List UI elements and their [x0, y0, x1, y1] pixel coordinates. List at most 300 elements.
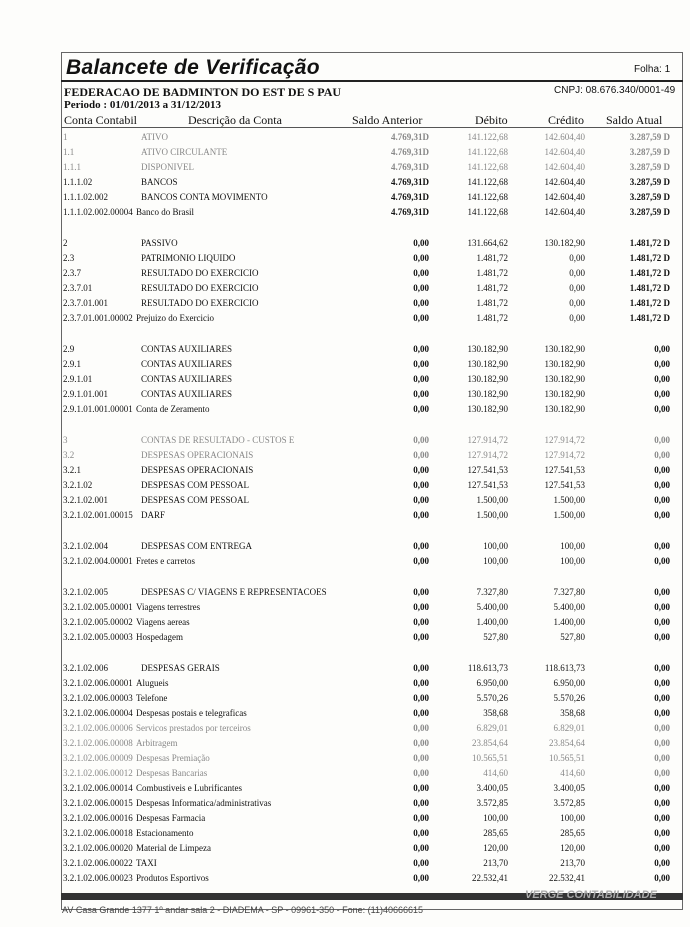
account-description: DESPESAS COM PESSOAL — [141, 480, 250, 490]
saldo-atual: 0,00 — [654, 495, 670, 505]
account-description: Telefone — [136, 693, 168, 703]
table-row — [0, 236, 690, 250]
account-code: 3.2.1.02.006.00004 — [63, 708, 133, 718]
account-description: Servicos prestados por terceiros — [136, 723, 251, 733]
saldo-anterior: 0,00 — [413, 708, 429, 718]
saldo-anterior: 0,00 — [413, 843, 429, 853]
debito: 130.182,90 — [467, 389, 508, 399]
credito: 100,00 — [560, 556, 585, 566]
table-row — [0, 706, 690, 720]
credito: 414,60 — [560, 768, 585, 778]
saldo-atual: 0,00 — [654, 450, 670, 460]
table-row — [0, 251, 690, 265]
debito: 1.481,72 — [476, 253, 508, 263]
table-row — [0, 387, 690, 401]
saldo-atual: 0,00 — [654, 738, 670, 748]
account-code: 3 — [63, 435, 68, 445]
credito: 100,00 — [560, 541, 585, 551]
table-row — [0, 630, 690, 644]
saldo-atual: 1.481,72 D — [629, 313, 670, 323]
saldo-anterior: 0,00 — [413, 828, 429, 838]
account-description: Viagens aereas — [136, 617, 190, 627]
account-description: DESPESAS OPERACIONAIS — [141, 450, 254, 460]
account-code: 3.2.1.02.006.00003 — [63, 693, 133, 703]
account-code: 2 — [63, 238, 68, 248]
account-code: 3.2.1.02.006.00022 — [63, 858, 133, 868]
account-description: ATIVO CIRCULANTE — [141, 147, 228, 157]
account-code: 3.2.1.02.005 — [63, 587, 108, 597]
col-header-conta: Conta Contabil — [64, 113, 137, 127]
table-row — [0, 585, 690, 599]
debito: 7.327,80 — [476, 587, 508, 597]
saldo-anterior: 0,00 — [413, 283, 429, 293]
saldo-anterior: 0,00 — [413, 510, 429, 520]
saldo-atual: 3.287,59 D — [629, 147, 670, 157]
account-code: 1 — [63, 132, 68, 142]
saldo-anterior: 0,00 — [413, 404, 429, 414]
debito: 130.182,90 — [467, 344, 508, 354]
saldo-atual: 3.287,59 D — [629, 192, 670, 202]
saldo-anterior: 0,00 — [413, 873, 429, 883]
saldo-atual: 0,00 — [654, 693, 670, 703]
saldo-atual: 0,00 — [654, 753, 670, 763]
credito: 213,70 — [560, 858, 585, 868]
account-description: Arbitragem — [136, 738, 178, 748]
account-description: Banco do Brasil — [136, 207, 194, 217]
account-code: 2.9.1 — [63, 359, 81, 369]
account-description: Hospedagem — [136, 632, 183, 642]
saldo-anterior: 0,00 — [413, 480, 429, 490]
account-code: 2.3.7.01.001.00002 — [63, 313, 133, 323]
credito: 358,68 — [560, 708, 585, 718]
table-row — [0, 281, 690, 295]
report-period: Periodo : 01/01/2013 a 31/12/2013 — [64, 99, 222, 111]
account-code: 2.3 — [63, 253, 75, 263]
account-code: 3.2.1.02.006.00018 — [63, 828, 133, 838]
credito: 1.400,00 — [553, 617, 585, 627]
table-row — [0, 661, 690, 675]
account-description: CONTAS AUXILIARES — [141, 344, 233, 354]
credito: 142.604,40 — [544, 162, 585, 172]
table-row — [0, 508, 690, 522]
table-row — [0, 539, 690, 553]
table-row — [0, 190, 690, 204]
debito: 127.914,72 — [467, 450, 508, 460]
debito: 141.122,68 — [467, 177, 508, 187]
credito: 142.604,40 — [544, 207, 585, 217]
saldo-atual: 0,00 — [654, 768, 670, 778]
account-code: 3.2.1.02.006.00020 — [63, 843, 133, 853]
debito: 130.182,90 — [467, 374, 508, 384]
account-code: 2.3.7.01 — [63, 283, 93, 293]
debito: 23.854,64 — [472, 738, 508, 748]
debito: 414,60 — [483, 768, 508, 778]
saldo-anterior: 4.769,31D — [391, 147, 429, 157]
saldo-anterior: 0,00 — [413, 374, 429, 384]
account-code: 3.2.1.02.004.00001 — [63, 556, 133, 566]
saldo-atual: 0,00 — [654, 541, 670, 551]
saldo-anterior: 0,00 — [413, 617, 429, 627]
account-description: BANCOS CONTA MOVIMENTO — [141, 192, 268, 202]
debito: 1.500,00 — [476, 510, 508, 520]
table-row — [0, 721, 690, 735]
account-description: DESPESAS OPERACIONAIS — [141, 465, 254, 475]
account-code: 3.2.1.02.006.00016 — [63, 813, 133, 823]
account-code: 3.2.1.02.005.00003 — [63, 632, 133, 642]
table-row — [0, 372, 690, 386]
saldo-anterior: 0,00 — [413, 268, 429, 278]
cnpj: CNPJ: 08.676.340/0001-49 — [554, 85, 676, 96]
account-code: 3.2.1.02.004 — [63, 541, 108, 551]
saldo-anterior: 0,00 — [413, 541, 429, 551]
credito: 142.604,40 — [544, 147, 585, 157]
credito: 127.914,72 — [544, 450, 585, 460]
table-row — [0, 160, 690, 174]
credito: 3.400,05 — [553, 783, 585, 793]
saldo-atual: 0,00 — [654, 435, 670, 445]
saldo-anterior: 0,00 — [413, 556, 429, 566]
debito: 130.182,90 — [467, 404, 508, 414]
credito: 0,00 — [569, 283, 585, 293]
account-description: DESPESAS GERAIS — [141, 663, 220, 673]
saldo-atual: 0,00 — [654, 828, 670, 838]
saldo-anterior: 0,00 — [413, 435, 429, 445]
account-code: 2.3.7 — [63, 268, 81, 278]
credito: 127.541,53 — [544, 465, 585, 475]
header-divider — [61, 127, 683, 128]
account-description: RESULTADO DO EXERCICIO — [141, 298, 259, 308]
account-code: 1.1.1 — [63, 162, 81, 172]
account-code: 3.2.1.02.006 — [63, 663, 108, 673]
account-code: 1.1 — [63, 147, 75, 157]
table-row — [0, 554, 690, 568]
debito: 5.400,00 — [476, 602, 508, 612]
saldo-atual: 0,00 — [654, 344, 670, 354]
saldo-atual: 0,00 — [654, 798, 670, 808]
report-title: Balancete de Verificação — [66, 56, 320, 79]
debito: 6.829,01 — [476, 723, 508, 733]
table-row — [0, 871, 690, 885]
col-header-saldo-atual: Saldo Atual — [606, 113, 663, 127]
account-description: Produtos Esportivos — [136, 873, 209, 883]
credito: 0,00 — [569, 253, 585, 263]
account-code: 3.2.1.02.006.00006 — [63, 723, 133, 733]
table-row — [0, 493, 690, 507]
saldo-anterior: 0,00 — [413, 678, 429, 688]
saldo-atual: 1.481,72 D — [629, 238, 670, 248]
account-code: 2.9.1.01 — [63, 374, 93, 384]
saldo-anterior: 4.769,31D — [391, 162, 429, 172]
debito: 1.481,72 — [476, 268, 508, 278]
saldo-atual: 0,00 — [654, 374, 670, 384]
table-row — [0, 311, 690, 325]
table-row — [0, 841, 690, 855]
saldo-anterior: 0,00 — [413, 813, 429, 823]
credito: 118.613,73 — [544, 663, 585, 673]
saldo-atual: 0,00 — [654, 708, 670, 718]
credito: 527,80 — [560, 632, 585, 642]
account-description: Despesas Bancarias — [136, 768, 208, 778]
account-code: 3.2.1.02.006.00001 — [63, 678, 133, 688]
table-row — [0, 781, 690, 795]
saldo-anterior: 0,00 — [413, 313, 429, 323]
credito: 285,65 — [560, 828, 585, 838]
saldo-atual: 0,00 — [654, 617, 670, 627]
debito: 100,00 — [483, 556, 508, 566]
debito: 3.572,85 — [476, 798, 508, 808]
saldo-anterior: 0,00 — [413, 632, 429, 642]
saldo-anterior: 0,00 — [413, 359, 429, 369]
account-description: RESULTADO DO EXERCICIO — [141, 283, 259, 293]
table-row — [0, 357, 690, 371]
account-description: DARF — [141, 510, 166, 520]
debito: 127.541,53 — [467, 465, 508, 475]
col-header-debito: Débito — [475, 113, 508, 127]
account-description: Despesas Informatica/administrativas — [136, 798, 272, 808]
table-row — [0, 811, 690, 825]
credito: 3.572,85 — [553, 798, 585, 808]
account-code: 1.1.1.02 — [63, 177, 93, 187]
page-number: Folha: 1 — [634, 64, 671, 75]
account-code: 3.2 — [63, 450, 75, 460]
debito: 6.950,00 — [476, 678, 508, 688]
account-description: DISPONIVEL — [141, 162, 194, 172]
account-code: 3.2.1 — [63, 465, 81, 475]
account-description: Despesas Farmacia — [136, 813, 206, 823]
debito: 1.400,00 — [476, 617, 508, 627]
saldo-atual: 0,00 — [654, 663, 670, 673]
saldo-atual: 0,00 — [654, 783, 670, 793]
account-code: 1.1.1.02.002 — [63, 192, 108, 202]
debito: 118.613,73 — [467, 663, 508, 673]
saldo-atual: 1.481,72 D — [629, 298, 670, 308]
account-code: 3.2.1.02 — [63, 480, 93, 490]
saldo-anterior: 0,00 — [413, 768, 429, 778]
debito: 1.500,00 — [476, 495, 508, 505]
debito: 141.122,68 — [467, 162, 508, 172]
saldo-anterior: 0,00 — [413, 783, 429, 793]
title-divider — [61, 80, 683, 82]
account-description: CONTAS AUXILIARES — [141, 374, 233, 384]
table-row — [0, 856, 690, 870]
credito: 120,00 — [560, 843, 585, 853]
table-row — [0, 751, 690, 765]
credito: 130.182,90 — [544, 359, 585, 369]
debito: 127.914,72 — [467, 435, 508, 445]
account-description: BANCOS — [141, 177, 178, 187]
footer-address: AV Casa Grande 1377 1º andar sala 2 - DIADEMA - SP - 09961-350 - Fone: (11)40666615 — [62, 905, 423, 915]
saldo-anterior: 0,00 — [413, 465, 429, 475]
account-description: TAXI — [136, 858, 157, 868]
saldo-atual: 0,00 — [654, 510, 670, 520]
debito: 213,70 — [483, 858, 508, 868]
account-code: 3.2.1.02.005.00001 — [63, 602, 133, 612]
saldo-anterior: 0,00 — [413, 450, 429, 460]
account-description: Alugueis — [136, 678, 169, 688]
saldo-atual: 0,00 — [654, 813, 670, 823]
saldo-atual: 0,00 — [654, 465, 670, 475]
credito: 22.532,41 — [549, 873, 585, 883]
table-row — [0, 130, 690, 144]
table-row — [0, 691, 690, 705]
saldo-atual: 1.481,72 D — [629, 283, 670, 293]
table-row — [0, 205, 690, 219]
credito: 142.604,40 — [544, 132, 585, 142]
credito: 130.182,90 — [544, 238, 585, 248]
saldo-anterior: 0,00 — [413, 663, 429, 673]
credito: 0,00 — [569, 313, 585, 323]
account-description: Combustiveis e Lubrificantes — [136, 783, 242, 793]
debito: 527,80 — [483, 632, 508, 642]
account-code: 2.9 — [63, 344, 75, 354]
table-row — [0, 175, 690, 189]
credito: 6.829,01 — [553, 723, 585, 733]
account-code: 3.2.1.02.006.00008 — [63, 738, 133, 748]
saldo-atual: 3.287,59 D — [629, 132, 670, 142]
credito: 127.914,72 — [544, 435, 585, 445]
account-code: 3.2.1.02.006.00009 — [63, 753, 133, 763]
saldo-anterior: 4.769,31D — [391, 132, 429, 142]
debito: 131.664,62 — [467, 238, 508, 248]
account-code: 2.9.1.01.001.00001 — [63, 404, 133, 414]
company-name: FEDERACAO DE BADMINTON DO EST DE S PAU — [64, 85, 342, 99]
account-code: 3.2.1.02.006.00015 — [63, 798, 133, 808]
credito: 6.950,00 — [553, 678, 585, 688]
account-description: PATRIMONIO LIQUIDO — [141, 253, 236, 263]
credito: 5.400,00 — [553, 602, 585, 612]
account-description: RESULTADO DO EXERCICIO — [141, 268, 259, 278]
account-code: 3.2.1.02.001.00015 — [63, 510, 133, 520]
saldo-anterior: 0,00 — [413, 587, 429, 597]
footer-brand: VERGE CONTABILIDADE — [525, 889, 657, 901]
saldo-anterior: 0,00 — [413, 798, 429, 808]
saldo-atual: 0,00 — [654, 389, 670, 399]
credito: 10.565,51 — [549, 753, 585, 763]
debito: 130.182,90 — [467, 359, 508, 369]
table-row — [0, 266, 690, 280]
debito: 141.122,68 — [467, 132, 508, 142]
credito: 142.604,40 — [544, 192, 585, 202]
saldo-atual: 0,00 — [654, 678, 670, 688]
debito: 3.400,05 — [476, 783, 508, 793]
credito: 142.604,40 — [544, 177, 585, 187]
credito: 130.182,90 — [544, 404, 585, 414]
account-description: Conta de Zeramento — [136, 404, 210, 414]
account-description: Despesas postais e telegraficas — [136, 708, 247, 718]
account-description: DESPESAS COM PESSOAL — [141, 495, 250, 505]
saldo-anterior: 0,00 — [413, 858, 429, 868]
saldo-anterior: 0,00 — [413, 253, 429, 263]
table-row — [0, 676, 690, 690]
table-row — [0, 826, 690, 840]
saldo-atual: 0,00 — [654, 587, 670, 597]
saldo-anterior: 0,00 — [413, 753, 429, 763]
saldo-atual: 0,00 — [654, 359, 670, 369]
saldo-atual: 0,00 — [654, 723, 670, 733]
table-row — [0, 463, 690, 477]
saldo-atual: 3.287,59 D — [629, 177, 670, 187]
saldo-anterior: 0,00 — [413, 238, 429, 248]
saldo-anterior: 0,00 — [413, 344, 429, 354]
credito: 23.854,64 — [549, 738, 585, 748]
table-row — [0, 615, 690, 629]
saldo-atual: 1.481,72 D — [629, 253, 670, 263]
table-row — [0, 600, 690, 614]
table-row — [0, 766, 690, 780]
saldo-anterior: 0,00 — [413, 389, 429, 399]
debito: 1.481,72 — [476, 313, 508, 323]
credito: 0,00 — [569, 268, 585, 278]
table-row — [0, 145, 690, 159]
saldo-anterior: 4.769,31D — [391, 207, 429, 217]
col-header-saldo-anterior: Saldo Anterior — [352, 113, 423, 127]
account-code: 2.3.7.01.001 — [63, 298, 108, 308]
saldo-atual: 0,00 — [654, 404, 670, 414]
table-row — [0, 296, 690, 310]
saldo-anterior: 0,00 — [413, 495, 429, 505]
account-code: 1.1.1.02.002.00004 — [63, 207, 133, 217]
account-description: CONTAS AUXILIARES — [141, 389, 233, 399]
account-description: DESPESAS COM ENTREGA — [141, 541, 253, 551]
account-description: CONTAS DE RESULTADO - CUSTOS E — [141, 435, 295, 445]
debito: 22.532,41 — [472, 873, 508, 883]
table-row — [0, 796, 690, 810]
saldo-atual: 0,00 — [654, 858, 670, 868]
credito: 7.327,80 — [553, 587, 585, 597]
saldo-atual: 3.287,59 D — [629, 162, 670, 172]
debito: 10.565,51 — [472, 753, 508, 763]
table-row — [0, 448, 690, 462]
saldo-anterior: 4.769,31D — [391, 177, 429, 187]
debito: 141.122,68 — [467, 207, 508, 217]
saldo-atual: 0,00 — [654, 480, 670, 490]
table-row — [0, 342, 690, 356]
account-description: PASSIVO — [141, 238, 178, 248]
debito: 285,65 — [483, 828, 508, 838]
saldo-anterior: 4.769,31D — [391, 192, 429, 202]
credito: 1.500,00 — [553, 495, 585, 505]
account-description: Material de Limpeza — [136, 843, 211, 853]
account-description: ATIVO — [141, 132, 168, 142]
debito: 1.481,72 — [476, 283, 508, 293]
account-code: 3.2.1.02.006.00012 — [63, 768, 133, 778]
table-row — [0, 736, 690, 750]
saldo-atual: 0,00 — [654, 556, 670, 566]
debito: 141.122,68 — [467, 192, 508, 202]
saldo-atual: 0,00 — [654, 843, 670, 853]
table-row — [0, 478, 690, 492]
debito: 5.570,26 — [476, 693, 508, 703]
table-row — [0, 402, 690, 416]
col-header-credito: Crédito — [548, 113, 584, 127]
credito: 5.570,26 — [553, 693, 585, 703]
credito: 1.500,00 — [553, 510, 585, 520]
credito: 130.182,90 — [544, 344, 585, 354]
account-description: Estacionamento — [136, 828, 194, 838]
saldo-atual: 1.481,72 D — [629, 268, 670, 278]
credito: 100,00 — [560, 813, 585, 823]
credito: 130.182,90 — [544, 374, 585, 384]
account-description: DESPESAS C/ VIAGENS E REPRESENTACOES — [141, 587, 327, 597]
credito: 127.541,53 — [544, 480, 585, 490]
saldo-atual: 0,00 — [654, 873, 670, 883]
account-code: 3.2.1.02.005.00002 — [63, 617, 133, 627]
saldo-anterior: 0,00 — [413, 738, 429, 748]
account-code: 3.2.1.02.006.00014 — [63, 783, 133, 793]
debito: 141.122,68 — [467, 147, 508, 157]
saldo-anterior: 0,00 — [413, 298, 429, 308]
debito: 100,00 — [483, 813, 508, 823]
